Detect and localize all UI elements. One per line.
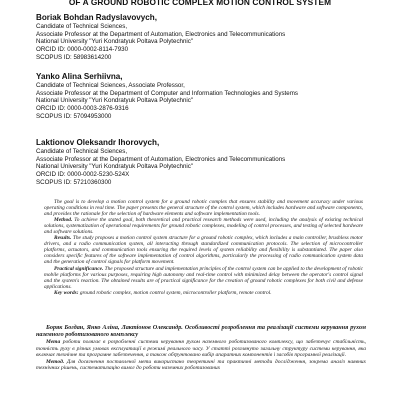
abstract-label: Practical significance. [54, 265, 104, 272]
abstract-label: Метод. [46, 358, 65, 365]
author-degree: Candidate of Technical Sciences, Associate Professor, [36, 81, 185, 89]
abstract-paragraph [36, 339, 366, 358]
author-affiliation: National University "Yuri Kondratyuk Poltava Polytechnic" [36, 38, 194, 46]
abstract-paragraph [44, 217, 363, 235]
abstract-ua-heading: Боряк Богдан, Янко Аліна, Лактіонов Олександр. Особливості розроблення та реалізації системи керування рухом наземного роботизованого комплексу [36, 324, 366, 339]
author-position: Associate Professor at the Department of Automation, Electronics and Telecommunications [36, 155, 286, 163]
abstract-label: Method. [54, 217, 73, 224]
author-scopus: SCOPUS ID: 58983614200 [36, 54, 112, 62]
abstract-label: Мета [46, 339, 61, 346]
paper-title: OF A GROUND ROBOTIC COMPLEX MOTION CONTROL SYSTEM [68, 0, 332, 7]
author-degree: Candidate of Technical Sciences, [36, 147, 128, 155]
author-affiliation: National University "Yuri Kondratyuk Poltava Polytechnic" [36, 163, 194, 171]
author-block [36, 72, 376, 121]
abstract-label: Results. [54, 235, 72, 242]
abstract-paragraph [44, 235, 363, 265]
abstract-label: Key words: [54, 289, 79, 296]
abstract-text: ground robotic complex, motion control system, microcontroller platform, remote control. [79, 289, 272, 296]
abstract-text: The proposed structure and implementation principles of the control system can be applied to the development of robotic mobile platforms for various purposes, requiring high autonomy and real-time control with minimized delay between the operator's control signal and the system's reaction. The obtained results are of practical significance for the creation of ground robotic complexes for both civil and defense applications. [44, 265, 364, 290]
author-orcid: ORCID ID: 0000-0003-2876-9316 [36, 105, 129, 113]
abstract-text: To achieve the stated goal, both theoretical and practical research methods were used, including the analysis of existing technical solutions, systematization of operational requirements for ground robotic complexes, modeling of control processes, and testing of selected hardware and software solutions. [44, 217, 363, 236]
author-position: Associate Professor at the Department of Computer and Information Technologies and Systems [36, 89, 298, 97]
author-block [36, 138, 376, 187]
author-degree: Candidate of Technical Sciences, [36, 22, 128, 30]
author-affiliation: National University "Yuri Kondratyuk Poltava Polytechnic" [36, 97, 194, 105]
abstract-text: Для досягнення поставленої мети використано теоретичні та практичні методи дослідження, зокрема аналіз наявних технічних рішень, систематизацію вимог до роботи наземних роботизованих [36, 358, 366, 371]
abstract-text: The goal is to develop a motion control system for a ground robotic complex that ensures stability and movement accuracy under various operating conditions in real time. The paper presents the general structure of the control system, which includes hardware and software components, and provides the rationale for the selection of hardware elements and software implementation tools. [44, 199, 363, 218]
abstract-paragraph [44, 266, 363, 290]
abstract-ua [36, 324, 366, 371]
abstract-paragraph [36, 359, 366, 372]
abstract-paragraph [44, 199, 363, 217]
author-name: Yanko Alina Serhiivna, [36, 72, 123, 81]
abstract-paragraph [44, 290, 363, 296]
author-scopus: SCOPUS ID: 57210360300 [36, 179, 112, 187]
author-scopus: SCOPUS ID: 57094953000 [36, 113, 112, 121]
abstract-text: The study proposes a motion control system structure for a ground robotic complex, which includes a main controller, brushless motor drivers, and a radio communication system, all interacting through standardized communication protocols. The selection of microcontroller platforms, actuators, and communication tools ensuring the required levels of system reliability and flexibility is substantiated. The paper also considers specific features of the software implementation of control algorithms, particularly the processing of radio communication system data and the generation of control signals for platform movement. [44, 235, 363, 266]
author-orcid: ORCID ID: 0000-0002-5230-524X [36, 171, 130, 179]
author-orcid: ORCID ID: 0000-0002-8114-7930 [36, 46, 129, 54]
abstract-text: роботи полягає в розробленні системи керування рухом наземного роботизованого комплексу, що забезпечує стабільність, точність руху в різних умовах експлуатації в режимі реального часу. У статті розглянуто загальну структуру системи керування, яка включає технічне та програмне забезпечення, а також обґрунтовано вибір апаратних компонентів і засобів програмної реалізації. [36, 339, 366, 359]
abstract-en [44, 199, 363, 296]
author-block [36, 13, 376, 62]
author-name: Boriak Bohdan Radyslavovych, [36, 13, 157, 22]
author-position: Associate Professor at the Department of Automation, Electronics and Telecommunications [36, 30, 286, 38]
author-name: Laktionov Oleksandr Ihorovych, [36, 138, 160, 147]
